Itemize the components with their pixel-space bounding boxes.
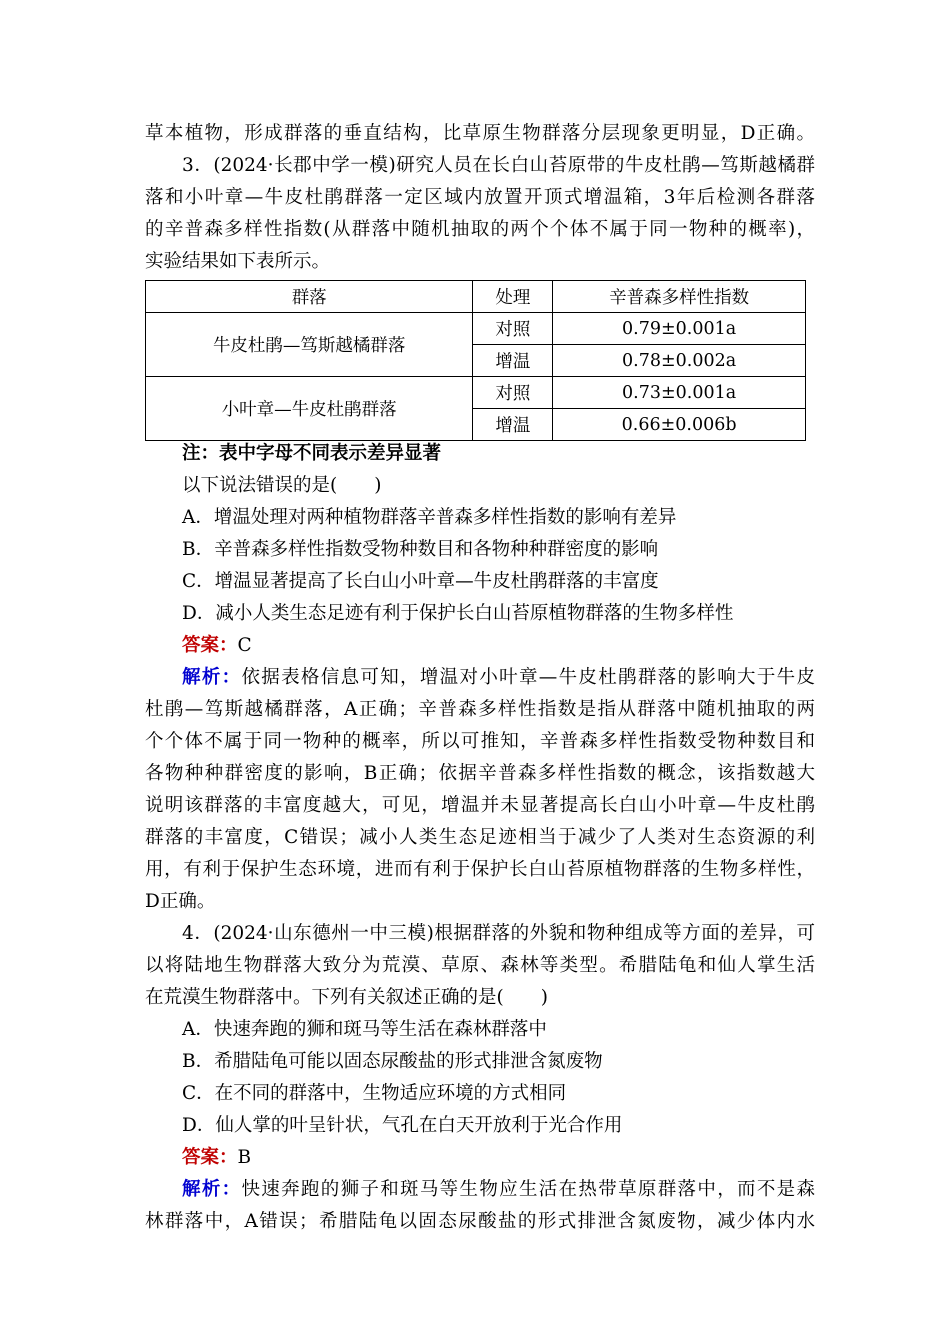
q4-analysis-line: 林群落中，A错误；希腊陆龟以固态尿酸盐的形式排泄含氮废物，减少体内水 (145, 1211, 815, 1232)
q3-option-b: B．辛普森多样性指数受物种数目和各物种种群密度的影响 (182, 539, 659, 560)
table-cell-treatment: 对照 (473, 377, 553, 409)
answer-value: B (237, 1147, 252, 1168)
answer-value: C (237, 635, 252, 656)
q3-analysis-line: 个个体不属于同一物种的概率，所以可推知，辛普森多样性指数受物种数目和 (145, 731, 815, 752)
table-header: 辛普森多样性指数 (553, 281, 806, 313)
q3-stem-line: 落和小叶章—牛皮杜鹃群落一定区域内放置开顶式增温箱，3年后检测各群落 (145, 187, 815, 208)
q3-analysis-line: 用，有利于保护生态环境，进而有利于保护长白山苔原植物群落的生物多样性， (145, 859, 815, 880)
q4-option-b: B．希腊陆龟可能以固态尿酸盐的形式排泄含氮废物 (182, 1051, 603, 1072)
table-cell-community: 牛皮杜鹃—笃斯越橘群落 (146, 313, 473, 377)
table-cell-value: 0.78±0.002a (553, 345, 806, 377)
q3-analysis-line: 群落的丰富度，C错误；减小人类生态足迹相当于减少了人类对生态资源的利 (145, 827, 815, 848)
table-cell-value: 0.66±0.006b (553, 409, 806, 441)
q3-stem-line: 实验结果如下表所示。 (145, 251, 331, 272)
q3-option-a: A．增温处理对两种植物群落辛普森多样性指数的影响有差异 (182, 507, 677, 528)
diversity-table (145, 280, 806, 441)
table-note: 注：表中字母不同表示差异显著 (182, 443, 442, 464)
q4-answer (182, 1146, 251, 1170)
q4-option-c: C．在不同的群落中，生物适应环境的方式相同 (182, 1083, 567, 1104)
answer-label: 答案： (182, 1147, 238, 1168)
table-header: 群落 (146, 281, 473, 313)
table-cell-treatment: 对照 (473, 313, 553, 345)
q3-stem-line: 3．(2024·长郡中学一模)研究人员在长白山苔原带的牛皮杜鹃—笃斯越橘群 (182, 155, 815, 176)
table-cell-value: 0.79±0.001a (553, 313, 806, 345)
q3-stem-line: 的辛普森多样性指数(从群落中随机抽取的两个个体不属于同一物种的概率)， (145, 219, 815, 240)
analysis-label: 解析： (182, 667, 242, 688)
q4-option-d: D．仙人掌的叶呈针状，气孔在白天开放利于光合作用 (182, 1115, 623, 1136)
q4-stem-line: 4．(2024·山东德州一中三模)根据群落的外貌和物种组成等方面的差异，可 (182, 923, 815, 944)
analysis-text: 快速奔跑的狮子和斑马等生物应生活在热带草原群落中，而不是森 (241, 1179, 815, 1200)
table-cell-treatment: 增温 (473, 409, 553, 441)
table-cell-community: 小叶章—牛皮杜鹃群落 (146, 377, 473, 441)
q4-stem-line: 在荒漠生物群落中。下列有关叙述正确的是( ) (145, 987, 548, 1008)
q3-option-d: D．减小人类生态足迹有利于保护长白山苔原植物群落的生物多样性 (182, 603, 734, 624)
paragraph-line: 草本植物，形成群落的垂直结构，比草原生物群落分层现象更明显，D正确。 (145, 123, 815, 144)
q3-analysis-line: 杜鹃—笃斯越橘群落，A正确；辛普森多样性指数是指从群落中随机抽取的两 (145, 699, 815, 720)
q4-analysis-line (182, 1178, 815, 1202)
answer-label: 答案： (182, 635, 238, 656)
table-header-row (146, 281, 806, 313)
analysis-label: 解析： (182, 1179, 242, 1200)
analysis-text: 依据表格信息可知，增温对小叶章—牛皮杜鹃群落的影响大于牛皮 (241, 667, 815, 688)
q3-analysis-line: D正确。 (145, 891, 216, 912)
table-row (146, 377, 806, 409)
q3-analysis-line: 说明该群落的丰富度越大，可见，增温并未显著提高长白山小叶章—牛皮杜鹃 (145, 795, 815, 816)
q3-prompt: 以下说法错误的是( ) (182, 475, 382, 496)
q3-answer (182, 634, 252, 658)
q4-option-a: A．快速奔跑的狮和斑马等生活在森林群落中 (182, 1019, 547, 1040)
q3-analysis-line: 各物种种群密度的影响，B正确；依据辛普森多样性指数的概念，该指数越大 (145, 763, 815, 784)
table-cell-value: 0.73±0.001a (553, 377, 806, 409)
table-cell-treatment: 增温 (473, 345, 553, 377)
q3-analysis-line (182, 666, 815, 690)
table-header: 处理 (473, 281, 553, 313)
table-row (146, 313, 806, 345)
q4-stem-line: 以将陆地生物群落大致分为荒漠、草原、森林等类型。希腊陆龟和仙人掌生活 (145, 955, 815, 976)
q3-option-c: C．增温显著提高了长白山小叶章—牛皮杜鹃群落的丰富度 (182, 571, 659, 592)
